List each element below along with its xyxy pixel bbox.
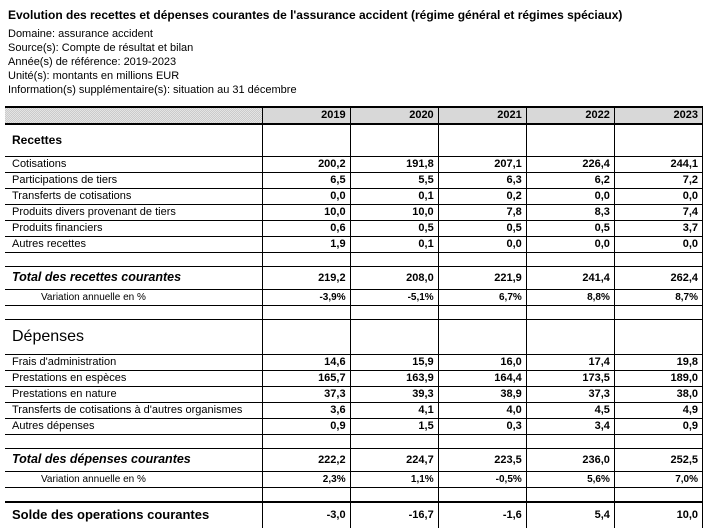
year-header-row xyxy=(5,107,703,124)
data-row xyxy=(5,371,703,387)
solde-row xyxy=(5,502,703,528)
empty-cell xyxy=(526,124,614,157)
data-row xyxy=(5,419,703,435)
total-row xyxy=(5,449,703,472)
value-cell: 252,5 xyxy=(614,449,702,472)
empty-cell xyxy=(350,306,438,320)
value-cell: 0,1 xyxy=(350,237,438,253)
value-cell: 221,9 xyxy=(438,267,526,290)
value-cell: 6,3 xyxy=(438,173,526,189)
value-cell: 6,5 xyxy=(262,173,350,189)
empty-cell xyxy=(350,124,438,157)
empty-cell xyxy=(526,488,614,503)
data-row xyxy=(5,157,703,173)
variation-row xyxy=(5,472,703,488)
row-label: Total des dépenses courantes xyxy=(5,449,262,472)
value-cell: 0,0 xyxy=(526,237,614,253)
total-row xyxy=(5,267,703,290)
year-header-cell: 2022 xyxy=(526,107,614,124)
value-cell: 0,6 xyxy=(262,221,350,237)
value-cell: 219,2 xyxy=(262,267,350,290)
metadata-block xyxy=(8,27,697,97)
table-head xyxy=(5,107,703,124)
empty-cell xyxy=(5,306,262,320)
empty-cell xyxy=(262,124,350,157)
metadata-line: Information(s) supplémentaire(s): situation au 31 décembre xyxy=(8,84,297,96)
empty-cell xyxy=(262,435,350,449)
empty-cell xyxy=(350,488,438,503)
value-cell: 5,4 xyxy=(526,502,614,528)
value-cell: 8,7% xyxy=(614,290,702,306)
value-cell: 7,0% xyxy=(614,472,702,488)
empty-cell xyxy=(526,435,614,449)
variation-row xyxy=(5,290,703,306)
value-cell: 164,4 xyxy=(438,371,526,387)
spacer-row xyxy=(5,488,703,503)
value-cell: 226,4 xyxy=(526,157,614,173)
value-cell: 15,9 xyxy=(350,355,438,371)
value-cell: 19,8 xyxy=(614,355,702,371)
data-row xyxy=(5,173,703,189)
value-cell: 8,3 xyxy=(526,205,614,221)
value-cell: 262,4 xyxy=(614,267,702,290)
value-cell: -5,1% xyxy=(350,290,438,306)
spacer-row xyxy=(5,435,703,449)
value-cell: 208,0 xyxy=(350,267,438,290)
year-header-cell: 2020 xyxy=(350,107,438,124)
value-cell: 244,1 xyxy=(614,157,702,173)
data-row xyxy=(5,189,703,205)
row-label: Dépenses xyxy=(5,320,262,355)
value-cell: 3,6 xyxy=(262,403,350,419)
empty-cell xyxy=(438,253,526,267)
year-header-cell: 2023 xyxy=(614,107,702,124)
value-cell: 38,9 xyxy=(438,387,526,403)
value-cell: 3,7 xyxy=(614,221,702,237)
value-cell: 163,9 xyxy=(350,371,438,387)
value-cell: 16,0 xyxy=(438,355,526,371)
row-label: Variation annuelle en % xyxy=(5,290,262,306)
value-cell: 7,4 xyxy=(614,205,702,221)
data-row xyxy=(5,403,703,419)
value-cell: 173,5 xyxy=(526,371,614,387)
metadata-line: Année(s) de référence: 2019-2023 xyxy=(8,56,177,68)
value-cell: 222,2 xyxy=(262,449,350,472)
row-label: Produits financiers xyxy=(5,221,262,237)
spacer-row xyxy=(5,306,703,320)
empty-cell xyxy=(614,488,702,503)
value-cell: 10,0 xyxy=(614,502,702,528)
empty-cell xyxy=(614,124,702,157)
data-table xyxy=(5,106,703,528)
data-row xyxy=(5,205,703,221)
value-cell: 14,6 xyxy=(262,355,350,371)
empty-cell xyxy=(262,488,350,503)
value-cell: 165,7 xyxy=(262,371,350,387)
empty-cell xyxy=(350,320,438,355)
row-label: Variation annuelle en % xyxy=(5,472,262,488)
row-label: Prestations en espèces xyxy=(5,371,262,387)
data-row xyxy=(5,221,703,237)
value-cell: 0,0 xyxy=(438,237,526,253)
empty-cell xyxy=(438,435,526,449)
empty-cell xyxy=(262,320,350,355)
corner-header-cell xyxy=(5,107,262,124)
data-row xyxy=(5,355,703,371)
row-label: Transferts de cotisations xyxy=(5,189,262,205)
value-cell: 236,0 xyxy=(526,449,614,472)
value-cell: 200,2 xyxy=(262,157,350,173)
empty-cell xyxy=(5,488,262,503)
value-cell: 4,5 xyxy=(526,403,614,419)
empty-cell xyxy=(526,306,614,320)
value-cell: 7,8 xyxy=(438,205,526,221)
empty-cell xyxy=(614,320,702,355)
value-cell: 39,3 xyxy=(350,387,438,403)
value-cell: 241,4 xyxy=(526,267,614,290)
empty-cell xyxy=(614,253,702,267)
value-cell: 8,8% xyxy=(526,290,614,306)
value-cell: -3,9% xyxy=(262,290,350,306)
value-cell: -3,0 xyxy=(262,502,350,528)
value-cell: 10,0 xyxy=(262,205,350,221)
empty-cell xyxy=(614,306,702,320)
row-label: Frais d'administration xyxy=(5,355,262,371)
value-cell: 4,1 xyxy=(350,403,438,419)
empty-cell xyxy=(526,320,614,355)
value-cell: -16,7 xyxy=(350,502,438,528)
row-label: Recettes xyxy=(5,124,262,157)
value-cell: 6,2 xyxy=(526,173,614,189)
value-cell: 37,3 xyxy=(526,387,614,403)
value-cell: 1,9 xyxy=(262,237,350,253)
value-cell: 223,5 xyxy=(438,449,526,472)
value-cell: 4,0 xyxy=(438,403,526,419)
value-cell: 0,5 xyxy=(526,221,614,237)
empty-cell xyxy=(262,306,350,320)
empty-cell xyxy=(262,253,350,267)
year-header-cell: 2021 xyxy=(438,107,526,124)
value-cell: 38,0 xyxy=(614,387,702,403)
empty-cell xyxy=(350,253,438,267)
empty-cell xyxy=(526,253,614,267)
empty-cell xyxy=(5,435,262,449)
row-label: Participations de tiers xyxy=(5,173,262,189)
metadata-line: Unité(s): montants en millions EUR xyxy=(8,70,180,82)
row-label: Prestations en nature xyxy=(5,387,262,403)
value-cell: 207,1 xyxy=(438,157,526,173)
value-cell: -0,5% xyxy=(438,472,526,488)
value-cell: 189,0 xyxy=(614,371,702,387)
value-cell: 5,6% xyxy=(526,472,614,488)
value-cell: 3,4 xyxy=(526,419,614,435)
empty-cell xyxy=(438,488,526,503)
metadata-line: Domaine: assurance accident xyxy=(8,28,153,40)
empty-cell xyxy=(5,253,262,267)
value-cell: 17,4 xyxy=(526,355,614,371)
value-cell: 191,8 xyxy=(350,157,438,173)
value-cell: 0,5 xyxy=(350,221,438,237)
page-title: Evolution des recettes et dépenses courantes de l'assurance accident (régime général et régimes spéciaux) xyxy=(8,8,623,22)
section-row xyxy=(5,124,703,157)
metadata-line: Source(s): Compte de résultat et bilan xyxy=(8,42,194,54)
empty-cell xyxy=(438,124,526,157)
value-cell: 0,0 xyxy=(262,189,350,205)
value-cell: 0,2 xyxy=(438,189,526,205)
value-cell: 0,0 xyxy=(614,237,702,253)
value-cell: 1,1% xyxy=(350,472,438,488)
value-cell: 0,1 xyxy=(350,189,438,205)
row-label: Autres dépenses xyxy=(5,419,262,435)
value-cell: -1,6 xyxy=(438,502,526,528)
empty-cell xyxy=(438,306,526,320)
table-body xyxy=(5,124,703,528)
value-cell: 37,3 xyxy=(262,387,350,403)
year-header-cell: 2019 xyxy=(262,107,350,124)
value-cell: 0,0 xyxy=(526,189,614,205)
spacer-row xyxy=(5,253,703,267)
row-label: Produits divers provenant de tiers xyxy=(5,205,262,221)
empty-cell xyxy=(614,435,702,449)
value-cell: 0,9 xyxy=(262,419,350,435)
data-row xyxy=(5,237,703,253)
row-label: Cotisations xyxy=(5,157,262,173)
empty-cell xyxy=(438,320,526,355)
document-header xyxy=(0,0,705,97)
value-cell: 10,0 xyxy=(350,205,438,221)
data-row xyxy=(5,387,703,403)
value-cell: 0,9 xyxy=(614,419,702,435)
value-cell: 0,0 xyxy=(614,189,702,205)
row-label: Total des recettes courantes xyxy=(5,267,262,290)
value-cell: 1,5 xyxy=(350,419,438,435)
value-cell: 7,2 xyxy=(614,173,702,189)
row-label: Solde des operations courantes xyxy=(5,502,262,528)
value-cell: 5,5 xyxy=(350,173,438,189)
empty-cell xyxy=(350,435,438,449)
value-cell: 224,7 xyxy=(350,449,438,472)
value-cell: 0,5 xyxy=(438,221,526,237)
value-cell: 4,9 xyxy=(614,403,702,419)
value-cell: 2,3% xyxy=(262,472,350,488)
value-cell: 6,7% xyxy=(438,290,526,306)
row-label: Autres recettes xyxy=(5,237,262,253)
row-label: Transferts de cotisations à d'autres organismes xyxy=(5,403,262,419)
value-cell: 0,3 xyxy=(438,419,526,435)
table-container xyxy=(5,106,703,528)
section-tall-row xyxy=(5,320,703,355)
